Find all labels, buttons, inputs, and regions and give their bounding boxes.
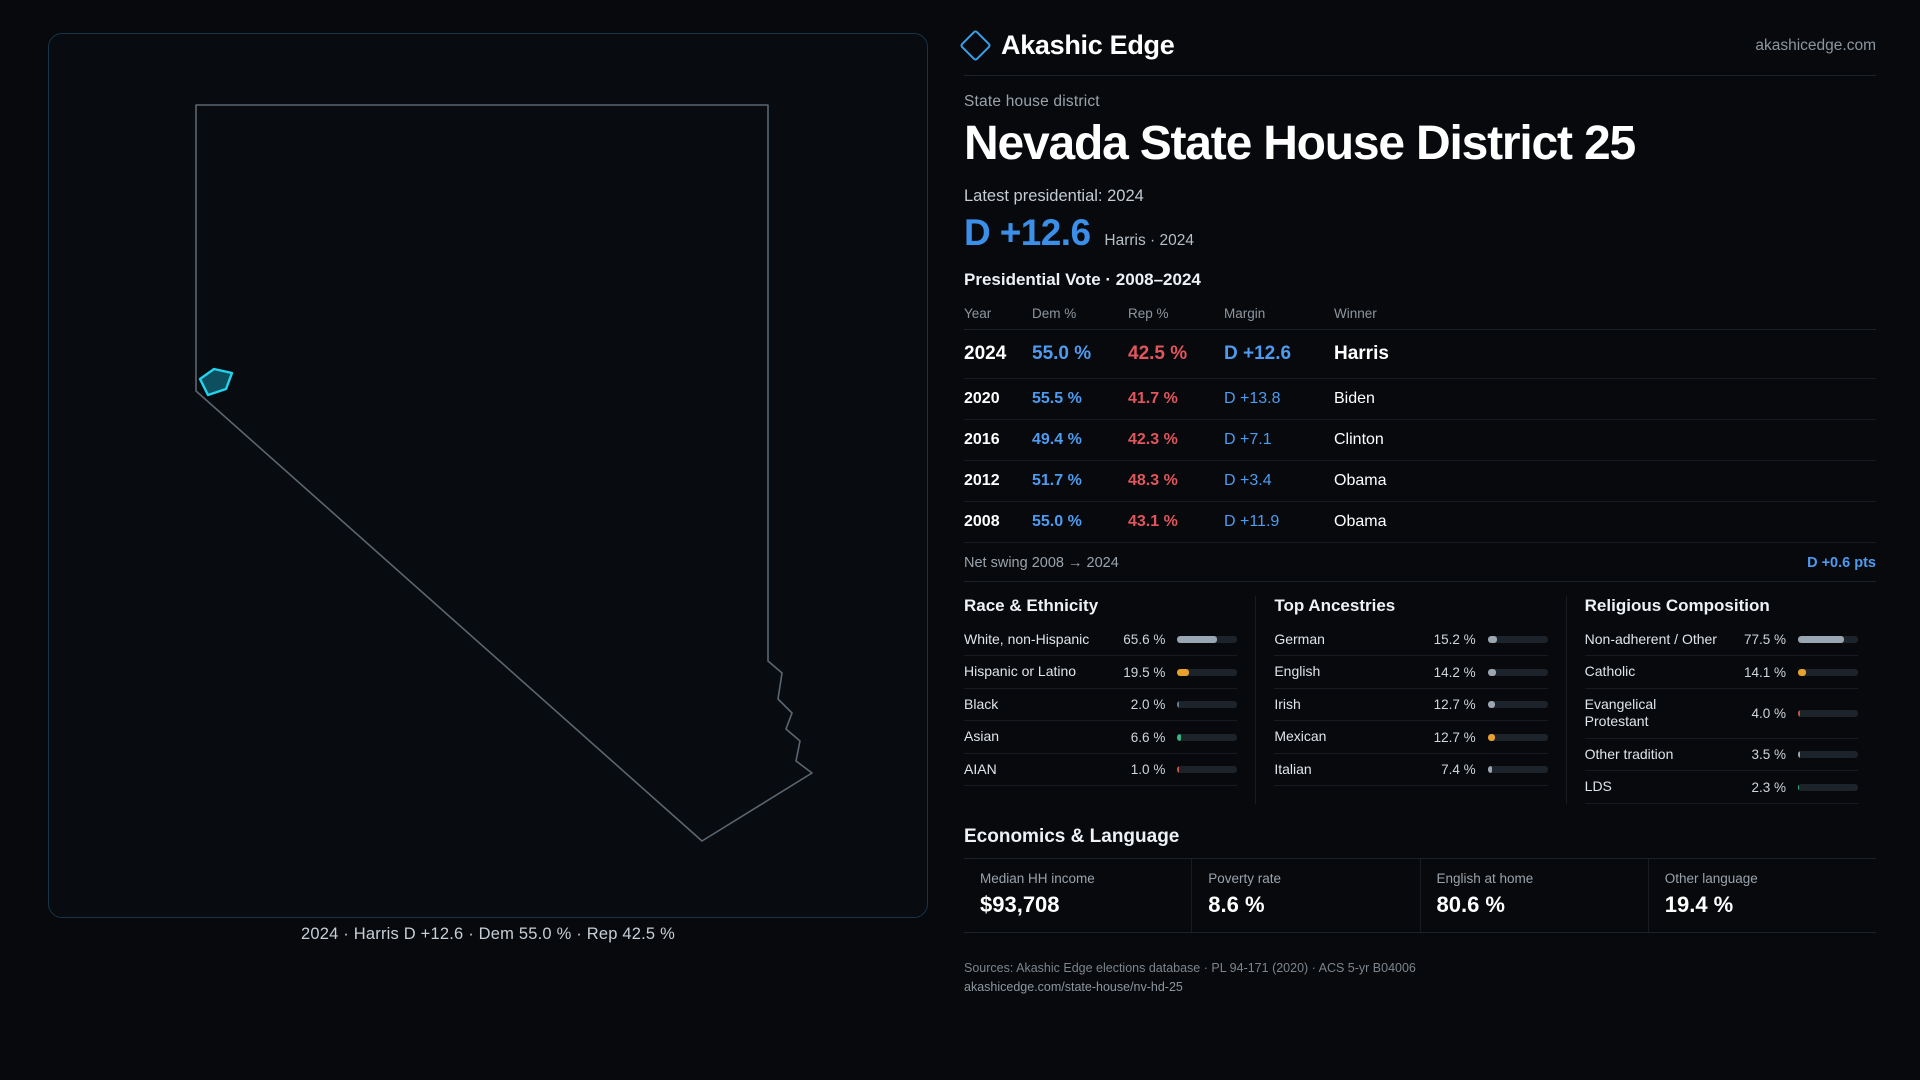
brand-header	[964, 30, 1876, 76]
row-bar	[1488, 701, 1548, 708]
source-link[interactable]: akashicedge.com/state-house/nv-hd-25	[964, 980, 1183, 995]
list-item	[964, 624, 1237, 657]
latest-presidential-label: Latest presidential: 2024	[964, 186, 1144, 205]
row-value: 1.0 %	[1130, 762, 1166, 777]
stat-card	[964, 859, 1191, 932]
stat-value: 8.6 %	[1208, 891, 1265, 917]
row-label: Other tradition	[1584, 745, 1674, 762]
row-value: 77.5 %	[1743, 632, 1786, 647]
table-row	[964, 329, 1876, 378]
list-item	[1274, 656, 1547, 689]
presidential-vote-table	[964, 300, 1876, 543]
cell-margin: D +3.4	[1224, 460, 1334, 501]
col-year: Year	[964, 300, 1032, 330]
net-swing	[964, 555, 1876, 582]
row-bar	[1798, 669, 1858, 676]
cell-dem: 55.0 %	[1032, 501, 1128, 542]
cell-rep: 42.5 %	[1128, 329, 1224, 378]
row-value: 65.6 %	[1123, 632, 1166, 647]
stat-card	[1420, 859, 1648, 932]
stat-label: Poverty rate	[1208, 870, 1282, 886]
list-item	[1585, 771, 1858, 804]
list-item	[1274, 624, 1547, 657]
row-label: Asian	[964, 728, 1000, 745]
row-value: 14.1 %	[1743, 664, 1786, 680]
list-item	[1274, 689, 1547, 722]
map-caption: 2024 · Harris D +12.6 · Dem 55.0 % · Rep 42.5 %	[301, 925, 675, 943]
row-bar	[1488, 734, 1548, 741]
list-item	[1274, 754, 1547, 787]
table-row	[964, 378, 1876, 419]
col-winner: Winner	[1334, 300, 1876, 330]
demographics-columns	[964, 596, 1876, 804]
net-swing-label: Net swing 2008 → 2024	[964, 554, 1119, 571]
row-bar	[1488, 766, 1548, 773]
top-ancestries-column	[1255, 596, 1565, 804]
row-label: Black	[964, 695, 999, 712]
ancestry-title: Top Ancestries	[1274, 595, 1396, 615]
diamond-icon	[959, 29, 992, 62]
row-bar	[1177, 636, 1237, 643]
table-row	[964, 419, 1876, 460]
cell-year: 2012	[964, 460, 1032, 501]
cell-margin: D +13.8	[1224, 378, 1334, 419]
page-title: Nevada State House District 25	[964, 117, 1635, 170]
stat-value: $93,708	[980, 891, 1060, 917]
row-label: German	[1274, 630, 1325, 647]
cell-winner: Obama	[1334, 501, 1876, 542]
stat-label: Other language	[1664, 870, 1758, 886]
cell-rep: 42.3 %	[1128, 419, 1224, 460]
race-title: Race & Ethnicity	[964, 595, 1099, 615]
row-bar	[1798, 710, 1858, 717]
list-item	[1585, 689, 1858, 739]
row-label: Catholic	[1584, 663, 1636, 680]
headline-margin-sub: Harris · 2024	[1104, 231, 1195, 249]
row-value: 7.4 %	[1441, 762, 1476, 777]
row-bar	[1177, 766, 1237, 773]
stat-value: 80.6 %	[1436, 891, 1505, 917]
map-canvas	[192, 101, 892, 921]
cell-dem: 55.0 %	[1032, 329, 1128, 378]
cell-margin: D +12.6	[1224, 329, 1334, 378]
sources-block	[964, 959, 1876, 998]
data-panel	[964, 30, 1876, 998]
row-bar	[1488, 636, 1548, 643]
table-row	[964, 501, 1876, 542]
table-row	[964, 460, 1876, 501]
row-label: English	[1274, 663, 1321, 680]
list-item	[1585, 739, 1858, 772]
col-dem: Dem %	[1032, 300, 1128, 330]
list-item	[1585, 624, 1858, 657]
row-bar	[1488, 669, 1548, 676]
row-value: 6.6 %	[1130, 729, 1166, 745]
row-value: 2.0 %	[1130, 697, 1166, 712]
row-value: 12.7 %	[1433, 697, 1476, 712]
list-item	[1274, 721, 1547, 754]
race-ethnicity-column	[964, 596, 1255, 804]
col-margin: Margin	[1224, 300, 1334, 330]
map-frame	[48, 33, 928, 918]
table-header-row	[964, 300, 1876, 330]
row-value: 4.0 %	[1751, 705, 1786, 721]
row-value: 12.7 %	[1433, 729, 1476, 745]
stat-label: Median HH income	[980, 870, 1095, 886]
row-value: 14.2 %	[1433, 664, 1476, 680]
row-value: 19.5 %	[1123, 664, 1166, 680]
cell-margin: D +11.9	[1224, 501, 1334, 542]
row-bar	[1798, 751, 1858, 758]
religious-composition-column	[1566, 596, 1876, 804]
cell-rep: 41.7 %	[1128, 378, 1224, 419]
col-rep: Rep %	[1128, 300, 1224, 330]
row-bar	[1798, 636, 1858, 643]
row-label: Mexican	[1274, 728, 1327, 745]
sources-text: Sources: Akashic Edge elections database · PL 94-171 (2020) · ACS 5-yr B04006	[964, 960, 1416, 975]
headline-margin	[964, 212, 1876, 254]
list-item	[964, 721, 1237, 754]
cell-winner: Harris	[1334, 329, 1876, 378]
cell-dem: 55.5 %	[1032, 378, 1128, 419]
row-label: Evangelical Protestant	[1584, 695, 1657, 730]
cell-margin: D +7.1	[1224, 419, 1334, 460]
row-label: LDS	[1584, 778, 1612, 795]
row-bar	[1177, 734, 1237, 741]
row-bar	[1177, 701, 1237, 708]
cell-rep: 43.1 %	[1128, 501, 1224, 542]
cell-winner: Clinton	[1334, 419, 1876, 460]
list-item	[964, 656, 1237, 689]
stat-label: English at home	[1436, 870, 1534, 886]
brand-url: akashicedge.com	[1755, 36, 1876, 54]
economics-grid	[964, 858, 1876, 933]
presidential-vote-title: Presidential Vote · 2008–2024	[964, 269, 1201, 289]
row-bar	[1177, 669, 1237, 676]
district-type-label: State house district	[964, 93, 1100, 110]
headline-margin-value: D +12.6	[964, 211, 1091, 253]
list-item	[964, 754, 1237, 787]
brand-name: Akashic Edge	[1001, 30, 1175, 60]
cell-year: 2008	[964, 501, 1032, 542]
religion-title: Religious Composition	[1584, 595, 1770, 615]
stat-card	[1191, 859, 1419, 932]
row-value: 3.5 %	[1751, 747, 1786, 762]
cell-year: 2020	[964, 378, 1032, 419]
list-item	[964, 689, 1237, 722]
row-value: 2.3 %	[1751, 779, 1786, 795]
economics-title: Economics & Language	[964, 825, 1180, 847]
row-label: Italian	[1274, 760, 1312, 777]
cell-dem: 51.7 %	[1032, 460, 1128, 501]
state-outline	[196, 105, 812, 841]
row-label: White, non-Hispanic	[964, 630, 1090, 647]
row-value: 15.2 %	[1433, 632, 1476, 647]
row-label: Hispanic or Latino	[964, 663, 1077, 680]
row-label: AIAN	[964, 760, 997, 777]
cell-winner: Biden	[1334, 378, 1876, 419]
stat-value: 19.4 %	[1664, 891, 1734, 917]
cell-dem: 49.4 %	[1032, 419, 1128, 460]
row-label: Irish	[1274, 695, 1301, 712]
cell-rep: 48.3 %	[1128, 460, 1224, 501]
row-bar	[1798, 784, 1858, 791]
brand-left	[964, 30, 1174, 61]
district-shape	[200, 369, 232, 395]
cell-year: 2024	[964, 329, 1032, 378]
row-label: Non-adherent / Other	[1584, 630, 1717, 647]
cell-winner: Obama	[1334, 460, 1876, 501]
cell-year: 2016	[964, 419, 1032, 460]
net-swing-value: D +0.6 pts	[1807, 554, 1876, 571]
nevada-map-svg	[192, 101, 892, 921]
stat-card	[1648, 859, 1876, 932]
list-item	[1585, 656, 1858, 689]
